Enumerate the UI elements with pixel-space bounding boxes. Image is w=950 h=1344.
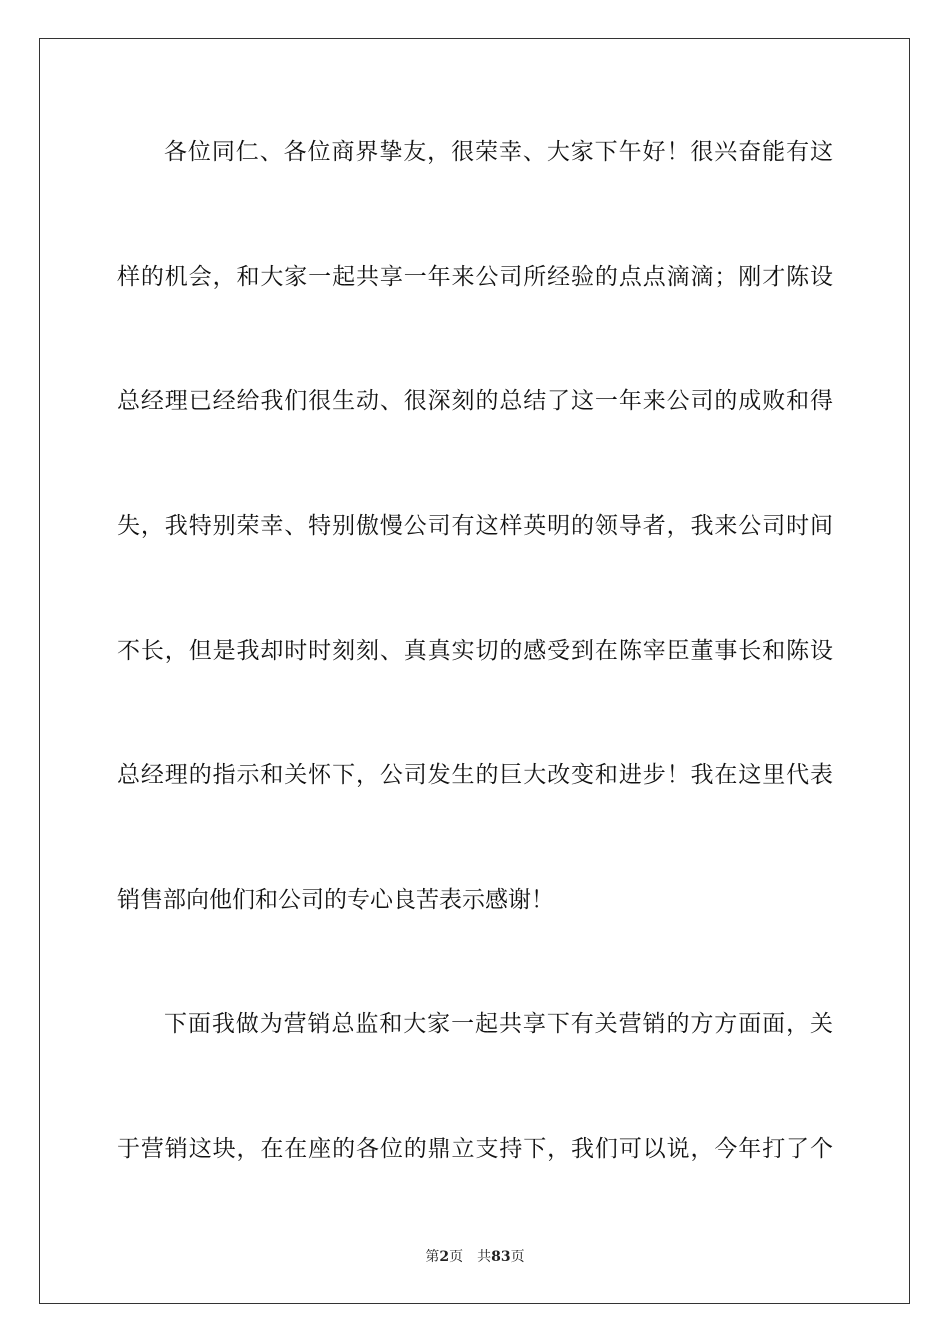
current-page-number: 2 [439, 1249, 450, 1265]
paragraph-1-line-4: 失，我特别荣幸、特别傲慢公司有这样英明的领导者，我来公司时间 [117, 513, 833, 539]
paragraph-1-line-7: 销售部向他们和公司的专心良苦表示感谢！ [117, 887, 554, 913]
paragraph-1-line-3: 总经理已经给我们很生动、很深刻的总结了这一年来公司的成败和得 [117, 388, 833, 414]
paragraph-2-line-2: 于营销这块，在在座的各位的鼎立支持下，我们可以说，今年打了个 [117, 1136, 833, 1162]
paragraph-2-line-1: 下面我做为营销总监和大家一起共享下有关营销的方方面面，关 [164, 1011, 833, 1037]
total-page-count: 83 [491, 1249, 511, 1265]
paragraph-1-line-5: 不长，但是我却时时刻刻、真真实切的感受到在陈宰臣董事长和陈设 [117, 638, 833, 664]
page-number-footer [0, 1248, 950, 1266]
paragraph-1-line-2: 样的机会，和大家一起共享一年来公司所经验的点点滴滴；刚才陈设 [117, 264, 833, 290]
paragraph-1-line-1: 各位同仁、各位商界挚友，很荣幸、大家下午好！很兴奋能有这 [164, 139, 833, 165]
footer-mid: 页 共 [449, 1249, 492, 1265]
paragraph-1-line-6: 总经理的指示和关怀下，公司发生的巨大改变和进步！我在这里代表 [117, 762, 833, 788]
page-border [39, 38, 910, 1304]
footer-suffix: 页 [510, 1249, 525, 1265]
footer-prefix: 第 [425, 1249, 440, 1265]
